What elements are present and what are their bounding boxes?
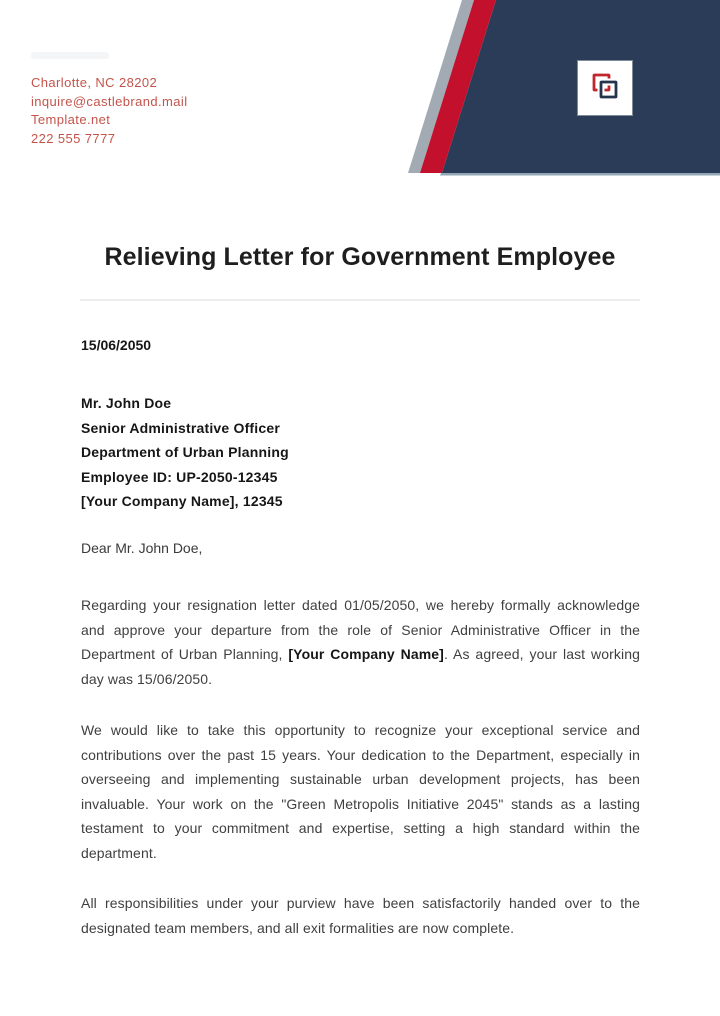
letter-date: 15/06/2050 bbox=[81, 337, 152, 353]
contact-phone: 222 555 7777 bbox=[31, 130, 116, 146]
paragraph-3: All responsibilities under your purview have been satisfactorily handed over to the designated team members, and all exit formalities are now complete. bbox=[81, 895, 640, 936]
recipient-department: Department of Urban Planning bbox=[81, 444, 289, 460]
page-title: Relieving Letter for Government Employee bbox=[104, 243, 616, 271]
paragraph-1-text: Regarding your resignation letter dated 01/05/2050, we hereby formally acknowledge and approve your departure from the role of Senior Administrative Officer in the Department of Urban Planning, bbox=[81, 597, 640, 662]
company-logo bbox=[578, 61, 632, 115]
interlocked-brackets-icon bbox=[587, 70, 623, 106]
letter-body bbox=[81, 333, 640, 940]
banner-underline bbox=[440, 173, 720, 176]
paragraph-1-company-bold: [Your Company Name] bbox=[288, 646, 444, 662]
contact-block bbox=[31, 74, 187, 148]
contact-website: Template.net bbox=[31, 112, 111, 127]
recipient-company: [Your Company Name], 12345 bbox=[81, 493, 283, 509]
recipient-block bbox=[81, 391, 640, 514]
recipient-employee-id: Employee ID: UP-2050-12345 bbox=[81, 468, 278, 485]
recipient-position: Senior Administrative Officer bbox=[81, 419, 280, 436]
recipient-name: Mr. John Doe bbox=[81, 395, 172, 411]
paragraph-2: We would like to take this opportunity to recognize your exceptional service and contributions over the past 15 years. Your dedication to the Department, especially in overseeing and implementing sustainable urban development projects, has been invaluable. Your work on the "Green Metropolis Initiative 2045" stands as a lasting testament to your commitment and expertise, setting a high standard within the department. bbox=[81, 722, 640, 861]
paragraph-1 bbox=[81, 593, 640, 691]
salutation: Dear Mr. John Doe, bbox=[81, 539, 203, 556]
title-divider bbox=[80, 299, 640, 301]
faint-brand-mark bbox=[31, 52, 109, 59]
paragraph-1-text-end: . As agreed, your last working day was 15/06/2050. bbox=[81, 646, 640, 687]
contact-address: Charlotte, NC 28202 bbox=[31, 75, 158, 90]
contact-email: inquire@castlebrand.mail bbox=[31, 93, 188, 109]
